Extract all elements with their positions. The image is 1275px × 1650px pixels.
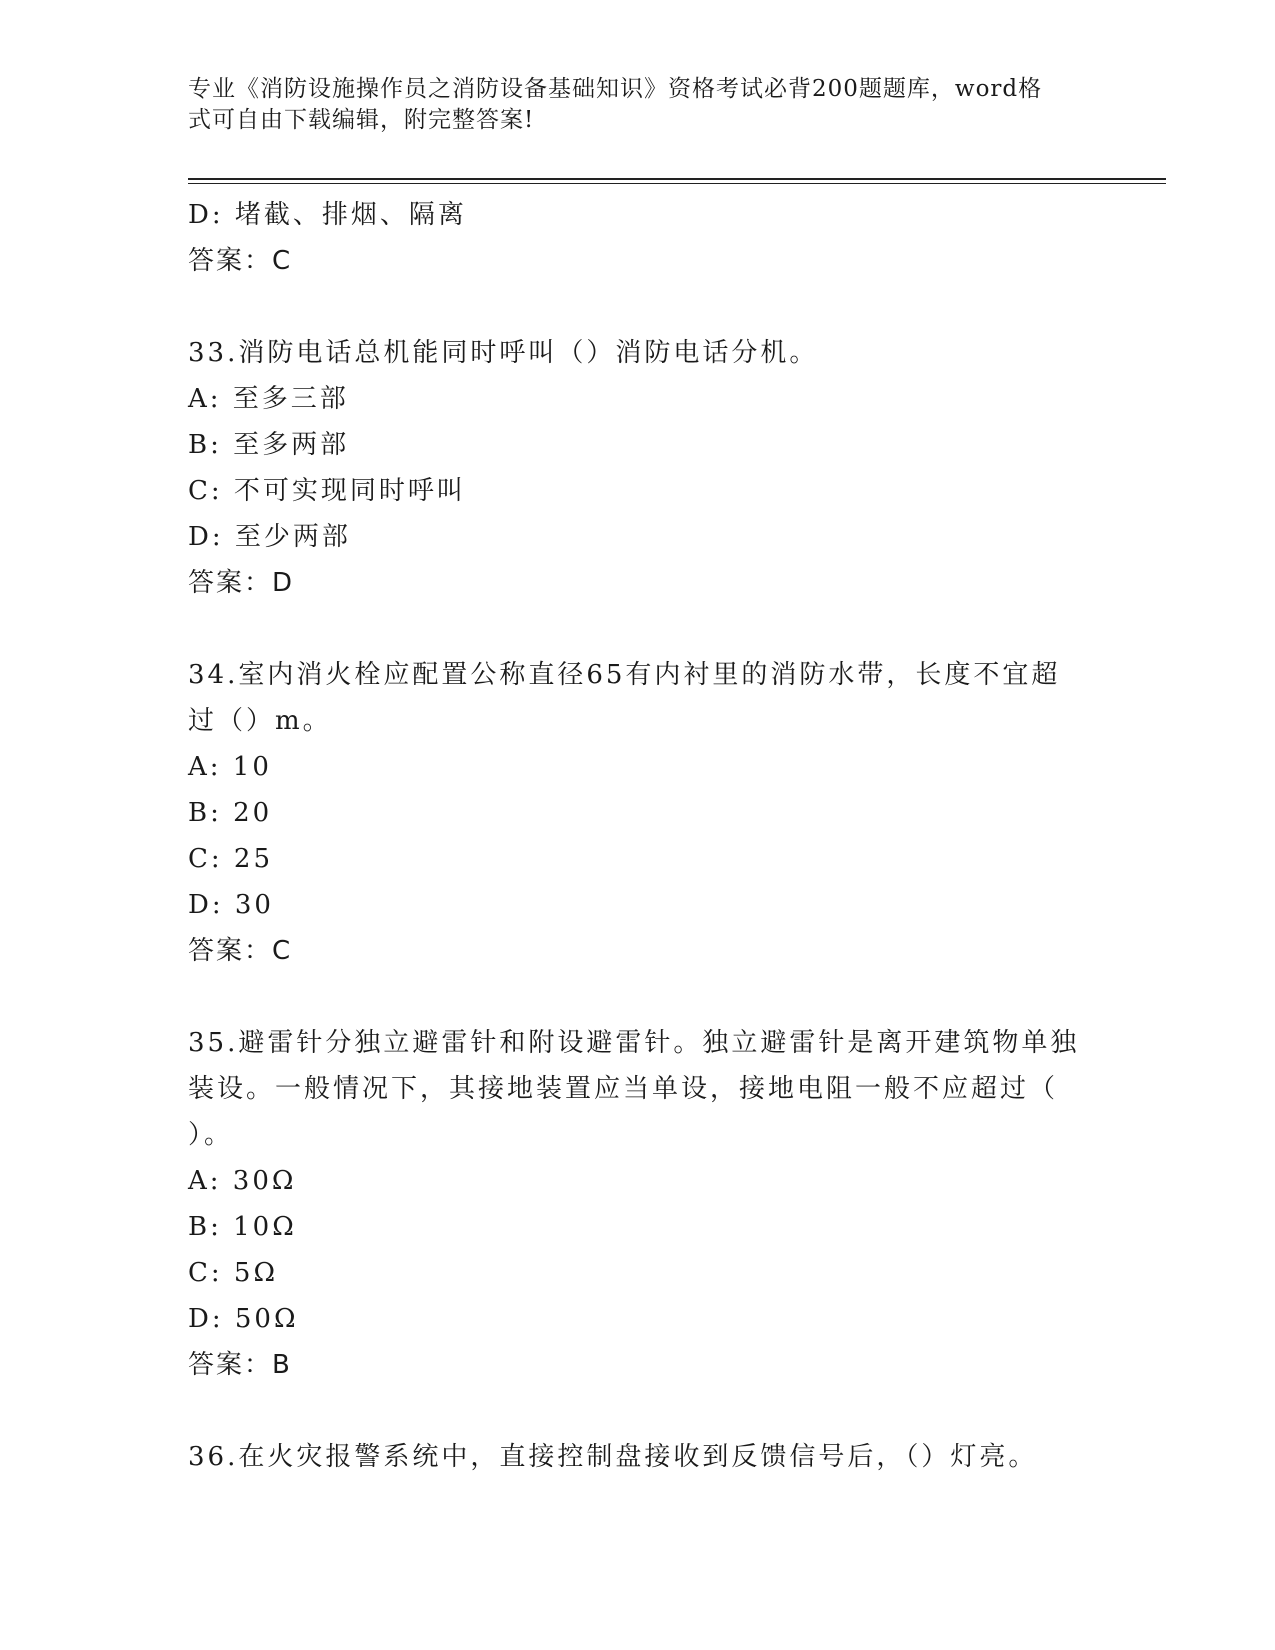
- header-divider-thick: [188, 178, 1166, 180]
- answer-line: 答案：B: [188, 1350, 292, 1380]
- question-35: [188, 1020, 1088, 1388]
- option-b: B: 20: [188, 798, 273, 828]
- header-divider-thin: [188, 183, 1166, 184]
- partial-question: [188, 192, 1088, 284]
- question-stem: 33.消防电话总机能同时呼叫（）消防电话分机。: [188, 338, 819, 368]
- answer-line: 答案：C: [188, 246, 293, 276]
- option-a: A: 至多三部: [188, 384, 349, 414]
- option-c: C: 不可实现同时呼叫: [188, 476, 466, 506]
- question-stem: 36.在火灾报警系统中，直接控制盘接收到反馈信号后，（）灯亮。: [188, 1442, 1038, 1472]
- document-body: [188, 192, 1088, 1480]
- option-d: D: 50Ω: [188, 1304, 299, 1334]
- question-stem-line-3: ）。: [188, 1120, 234, 1150]
- question-stem-line-1: 35.避雷针分独立避雷针和附设避雷针。独立避雷针是离开建筑物单独: [188, 1028, 1080, 1058]
- option-d: D: 30: [188, 890, 274, 920]
- option-b: B: 10Ω: [188, 1212, 297, 1242]
- question-36: [188, 1434, 1088, 1480]
- answer-line: 答案：C: [188, 936, 293, 966]
- header-line-1: 专业《消防设施操作员之消防设备基础知识》资格考试必背200题题库，word格: [188, 76, 1043, 102]
- document-header: [188, 74, 1068, 136]
- option-b: B: 至多两部: [188, 430, 350, 460]
- question-33: [188, 330, 1088, 606]
- answer-line: 答案：D: [188, 568, 295, 598]
- question-stem-line-1: 34.室内消火栓应配置公称直径65有内衬里的消防水带，长度不宜超: [188, 660, 1061, 690]
- header-line-2: 式可自由下载编辑，附完整答案!: [188, 107, 535, 133]
- option-a: A: 10: [188, 752, 272, 782]
- option-c: C: 25: [188, 844, 274, 874]
- option-d: D: 至少两部: [188, 522, 351, 552]
- option-c: C: 5Ω: [188, 1258, 279, 1288]
- question-34: [188, 652, 1088, 974]
- question-stem-line-2: 装设。一般情况下，其接地装置应当单设，接地电阻一般不应超过（: [188, 1074, 1059, 1104]
- option-d: D: 堵截、排烟、隔离: [188, 200, 467, 230]
- option-a: A: 30Ω: [188, 1166, 297, 1196]
- question-stem-line-2: 过（）m。: [188, 706, 332, 736]
